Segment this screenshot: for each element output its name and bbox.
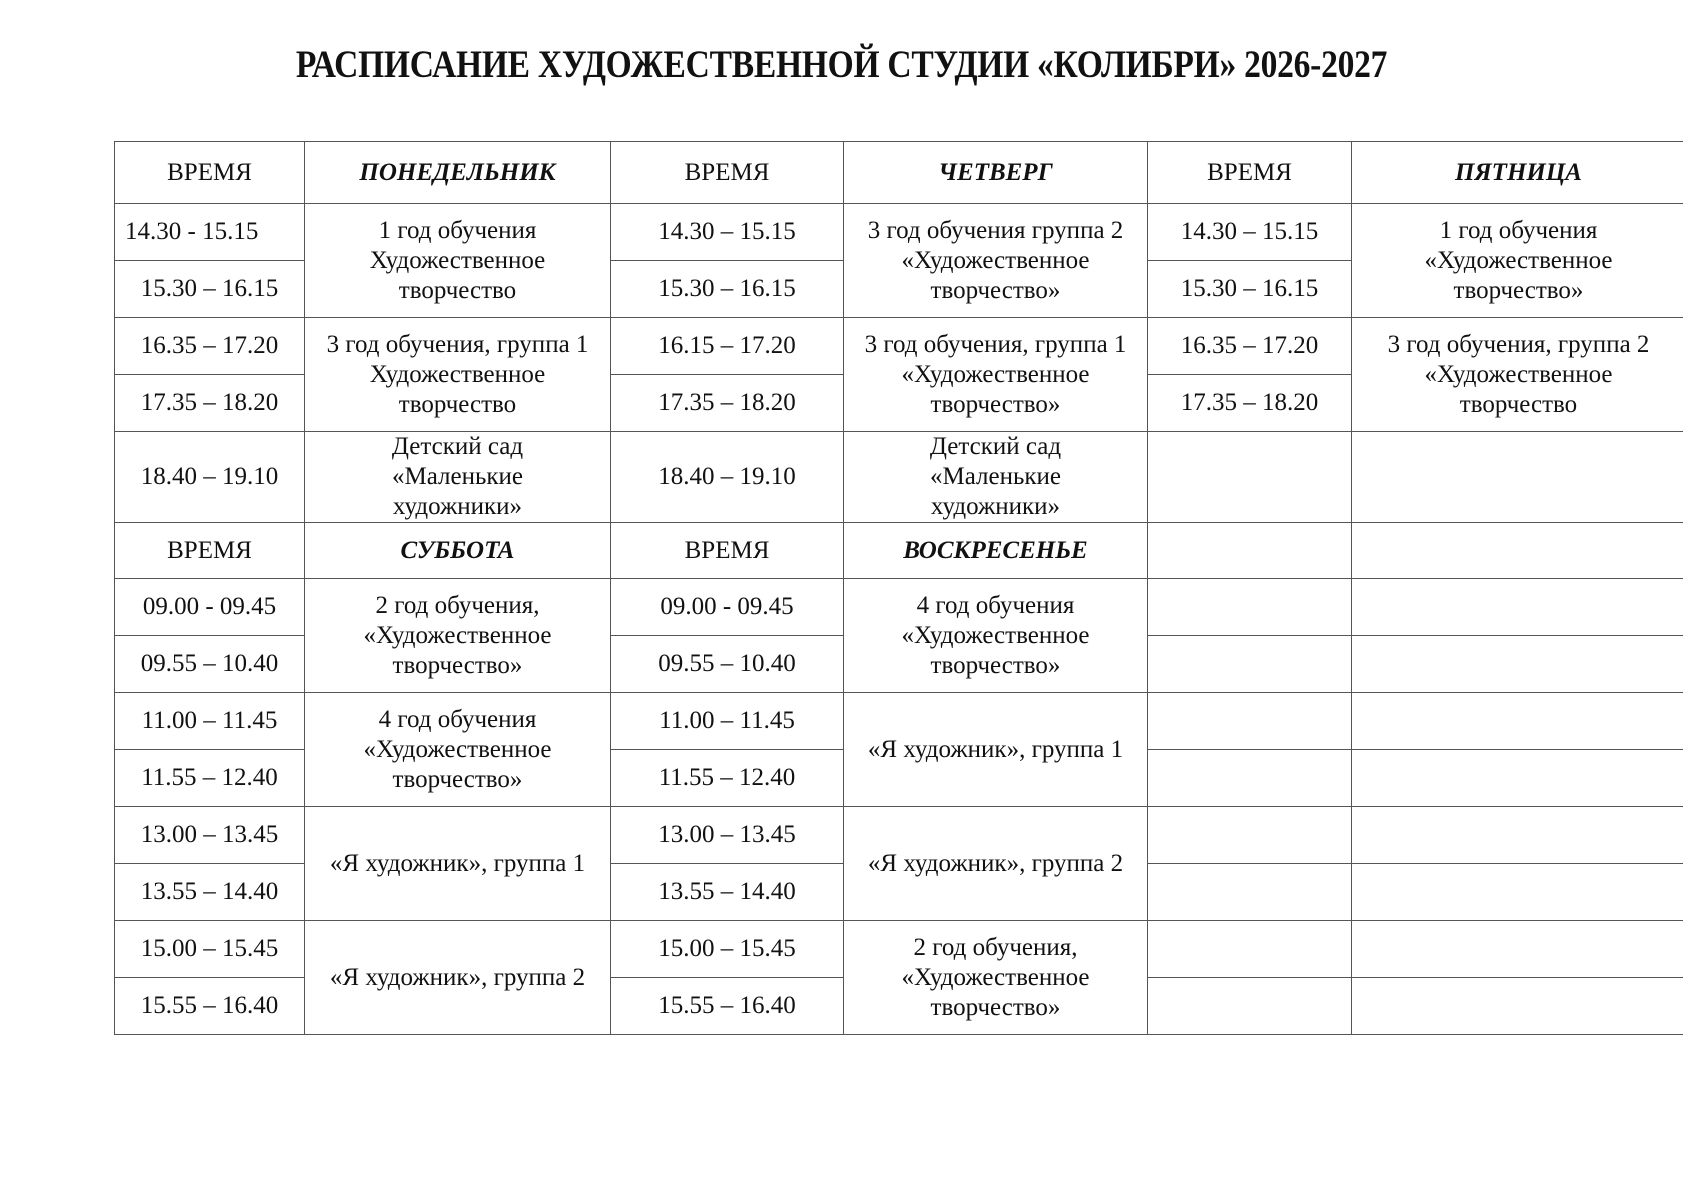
class-cell: «Я художник», группа 1: [305, 807, 611, 921]
time-slot: 11.55 – 12.40: [115, 750, 305, 807]
time-slot: 09.00 - 09.45: [611, 579, 844, 636]
time-slot: 14.30 - 15.15: [115, 204, 305, 261]
time-slot: 16.35 – 17.20: [115, 318, 305, 375]
time-slot: 13.00 – 13.45: [611, 807, 844, 864]
time-slot: 17.35 – 18.20: [1148, 375, 1352, 432]
header-row: [115, 523, 1683, 579]
time-slot: 17.35 – 18.20: [611, 375, 844, 432]
empty-cell: [1352, 432, 1683, 523]
time-slot: 11.55 – 12.40: [611, 750, 844, 807]
time-slot: 16.15 – 17.20: [611, 318, 844, 375]
table-row: [115, 693, 1683, 750]
empty-cell: [1148, 978, 1352, 1035]
time-slot: 18.40 – 19.10: [611, 432, 844, 523]
day-header-monday: ПОНЕДЕЛЬНИК: [305, 142, 611, 204]
empty-cell: [1352, 579, 1683, 636]
empty-cell: [1352, 693, 1683, 750]
time-slot: 11.00 – 11.45: [115, 693, 305, 750]
time-slot: 13.55 – 14.40: [115, 864, 305, 921]
time-header: ВРЕМЯ: [115, 142, 305, 204]
class-cell: 2 год обучения, «Художественное творчество»: [305, 579, 611, 693]
empty-cell: [1352, 636, 1683, 693]
day-header-sunday: ВОСКРЕСЕНЬЕ: [844, 523, 1148, 579]
time-header: ВРЕМЯ: [115, 523, 305, 579]
class-cell: 3 год обучения, группа 1 Художественное творчество: [305, 318, 611, 432]
class-cell: «Я художник», группа 2: [305, 921, 611, 1035]
class-cell: Детский сад «Маленькие художники»: [844, 432, 1148, 523]
table-row: [115, 921, 1683, 978]
page-title: РАСПИСАНИЕ ХУДОЖЕСТВЕННОЙ СТУДИИ «КОЛИБРИ» 2026-2027: [295, 43, 1388, 86]
class-cell: 2 год обучения, «Художественное творчество»: [844, 921, 1148, 1035]
time-slot: 09.55 – 10.40: [611, 636, 844, 693]
time-slot: 15.00 – 15.45: [115, 921, 305, 978]
class-cell: 3 год обучения, группа 2 «Художественное творчество: [1352, 318, 1683, 432]
empty-cell: [1148, 921, 1352, 978]
class-cell: 4 год обучения «Художественное творчество»: [305, 693, 611, 807]
header-row: [115, 142, 1683, 204]
empty-cell: [1352, 523, 1683, 579]
class-cell: 3 год обучения группа 2 «Художественное творчество»: [844, 204, 1148, 318]
time-slot: 17.35 – 18.20: [115, 375, 305, 432]
empty-cell: [1352, 807, 1683, 864]
class-cell: 1 год обучения «Художественное творчество»: [1352, 204, 1683, 318]
time-slot: 13.00 – 13.45: [115, 807, 305, 864]
time-slot: 09.00 - 09.45: [115, 579, 305, 636]
class-cell: 4 год обучения «Художественное творчество»: [844, 579, 1148, 693]
empty-cell: [1148, 750, 1352, 807]
day-header-thursday: ЧЕТВЕРГ: [844, 142, 1148, 204]
class-cell: 3 год обучения, группа 1 «Художественное творчество»: [844, 318, 1148, 432]
table-row: [115, 318, 1683, 375]
time-header: ВРЕМЯ: [1148, 142, 1352, 204]
day-header-saturday: СУББОТА: [305, 523, 611, 579]
table-row: [115, 204, 1683, 261]
class-cell: 1 год обучения Художественное творчество: [305, 204, 611, 318]
time-slot: 15.55 – 16.40: [115, 978, 305, 1035]
time-slot: 14.30 – 15.15: [1148, 204, 1352, 261]
time-slot: 15.30 – 16.15: [115, 261, 305, 318]
time-header: ВРЕМЯ: [611, 523, 844, 579]
empty-cell: [1148, 579, 1352, 636]
empty-cell: [1352, 750, 1683, 807]
empty-cell: [1352, 921, 1683, 978]
empty-cell: [1148, 864, 1352, 921]
empty-cell: [1148, 636, 1352, 693]
time-slot: 15.30 – 16.15: [611, 261, 844, 318]
class-cell: Детский сад «Маленькие художники»: [305, 432, 611, 523]
empty-cell: [1148, 693, 1352, 750]
class-cell: «Я художник», группа 1: [844, 693, 1148, 807]
time-slot: 16.35 – 17.20: [1148, 318, 1352, 375]
time-slot: 13.55 – 14.40: [611, 864, 844, 921]
time-slot: 11.00 – 11.45: [611, 693, 844, 750]
time-slot: 15.55 – 16.40: [611, 978, 844, 1035]
time-slot: 18.40 – 19.10: [115, 432, 305, 523]
day-header-friday: ПЯТНИЦА: [1352, 142, 1683, 204]
empty-cell: [1148, 523, 1352, 579]
table-row: [115, 579, 1683, 636]
time-slot: 15.00 – 15.45: [611, 921, 844, 978]
time-header: ВРЕМЯ: [611, 142, 844, 204]
empty-cell: [1352, 864, 1683, 921]
empty-cell: [1352, 978, 1683, 1035]
empty-cell: [1148, 807, 1352, 864]
empty-cell: [1148, 432, 1352, 523]
time-slot: 09.55 – 10.40: [115, 636, 305, 693]
schedule-table: [114, 141, 1683, 1035]
time-slot: 15.30 – 16.15: [1148, 261, 1352, 318]
table-row: [115, 807, 1683, 864]
table-row: [115, 432, 1683, 523]
time-slot: 14.30 – 15.15: [611, 204, 844, 261]
class-cell: «Я художник», группа 2: [844, 807, 1148, 921]
